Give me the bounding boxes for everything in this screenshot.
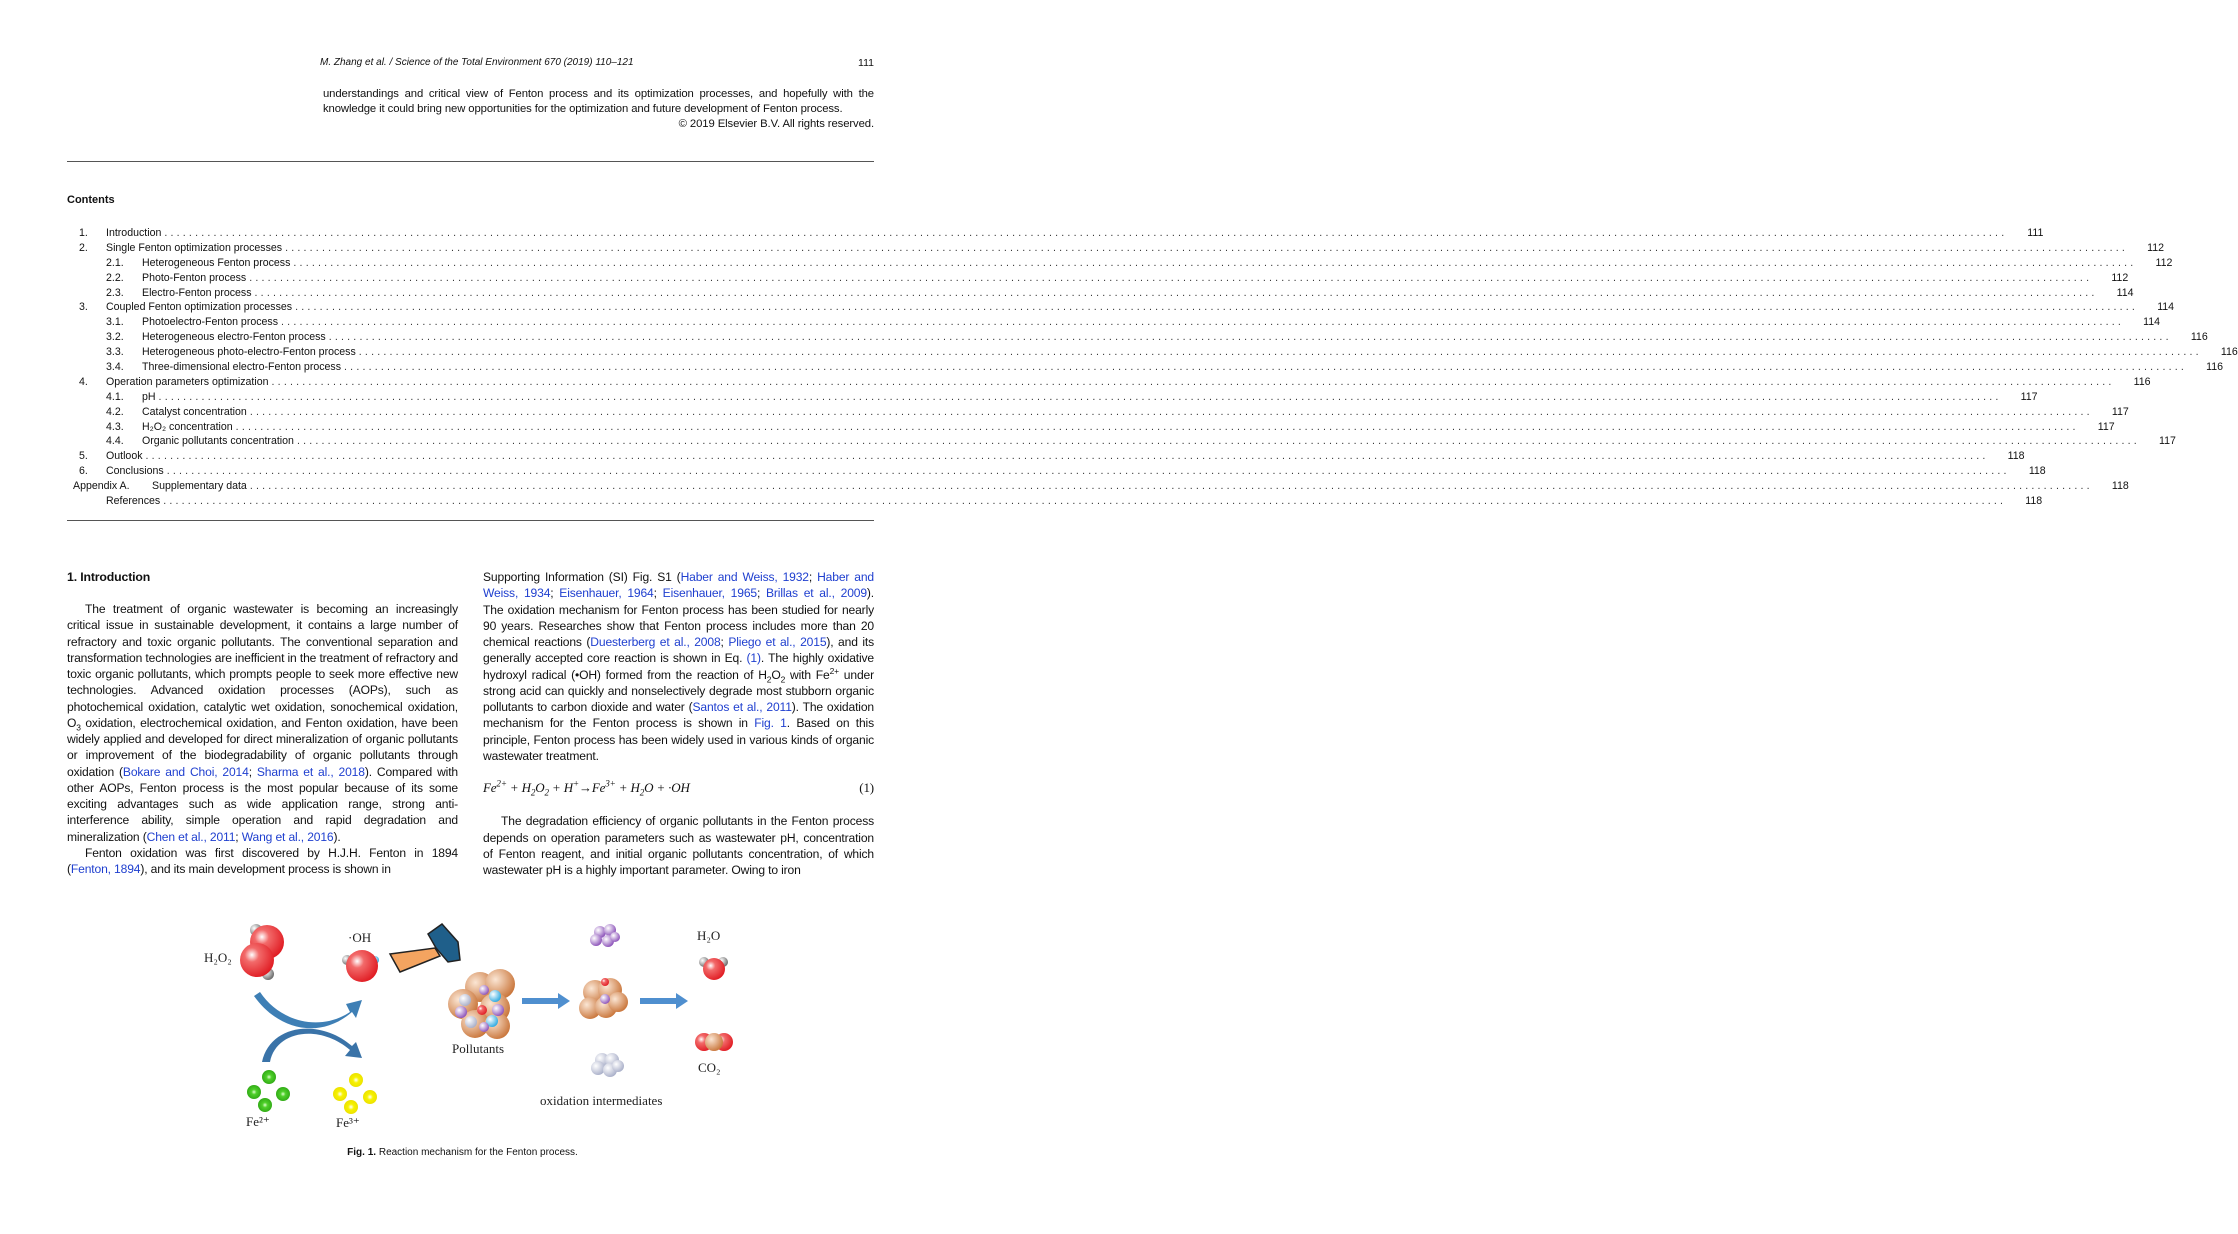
toc-page: 114 <box>2138 300 2174 315</box>
figure-caption <box>0 1147 925 1158</box>
toc-item[interactable] <box>67 420 2115 435</box>
paragraph <box>483 569 874 764</box>
text-run: ), and its main development process is shown in <box>140 862 391 876</box>
toc-leader: ............................................................................................................................................................................................................................................................................................................ <box>249 405 2093 418</box>
text-run: . The highly oxidative hydroxyl radical (•OH) formed from the reaction of H <box>483 651 874 682</box>
arrow-right-icon <box>522 993 570 1009</box>
arrow-right-icon <box>640 993 688 1009</box>
text-run: Fenton oxidation was first discovered by H.J.H. Fenton in 1894 ( <box>67 845 458 876</box>
citation-link[interactable]: (1) <box>746 651 761 666</box>
equation-term: 3+ <box>605 778 616 789</box>
text-run: ; <box>720 635 729 649</box>
toc-item[interactable] <box>67 360 2224 375</box>
toc-page: 112 <box>2128 241 2164 256</box>
citation-link[interactable]: Brillas et al., 2009 <box>766 586 867 601</box>
label-co2: CO₂ <box>698 1060 721 1075</box>
toc-number: 3.2. <box>106 331 124 344</box>
toc-page: 111 <box>2007 226 2043 241</box>
citation-link[interactable]: Eisenhauer, 1964 <box>559 586 654 601</box>
text-run: ; <box>248 764 257 779</box>
equation-term: + H <box>506 780 531 795</box>
toc-item[interactable] <box>67 256 2173 271</box>
toc-leader: ............................................................................................................................................................................................................................................................................................................ <box>285 241 2129 254</box>
text-run: ). The oxidation mechanism for Fenton process has been studied for nearly 90 years. Researches show that Fenton process includes more than 20 chemical reactions ( <box>483 586 875 649</box>
abstract-text: understandings and critical view of Fenton process and its optimization processes, and hopefully with the knowledge it could bring new opportunities for the optimization and future development of Fenton process. <box>323 88 874 115</box>
water-molecule-icon <box>699 957 728 980</box>
text-run: ; <box>235 829 242 844</box>
equation-number: (1) <box>859 780 874 795</box>
left-column <box>67 569 458 877</box>
toc-item[interactable] <box>67 300 2175 315</box>
citation-link[interactable]: Fig. 1 <box>754 716 787 731</box>
toc-item[interactable] <box>67 375 2151 390</box>
running-head: M. Zhang et al. / Science of the Total Environment 670 (2019) 110–121 <box>320 57 634 68</box>
co2-molecule-icon <box>695 1033 733 1051</box>
equation-term: + <box>573 778 579 789</box>
toc-number: 2. <box>79 241 88 254</box>
toc-number: 2.1. <box>106 256 124 269</box>
text-run: O <box>771 667 781 682</box>
equation-1 <box>483 780 874 796</box>
label-intermediates: oxidation intermediates <box>540 1093 663 1108</box>
citation-link[interactable]: Fenton, 1894 <box>70 862 141 876</box>
pollutants-cluster-icon <box>448 969 515 1039</box>
toc-leader: ............................................................................................................................................................................................................................................................................................................ <box>163 495 2007 508</box>
toc-label[interactable]: Heterogeneous electro-Fenton process <box>142 330 329 345</box>
toc-item[interactable] <box>67 464 2046 479</box>
text-run: ). The oxidation mechanism for the Fenton process is shown in <box>483 700 874 731</box>
toc-label[interactable]: Heterogeneous Fenton process <box>142 256 293 271</box>
toc-page: 118 <box>1989 449 2025 464</box>
table-of-contents <box>67 226 2238 509</box>
toc-number: 2.3. <box>106 286 124 299</box>
equation-term: O <box>535 780 545 795</box>
text-run: 3 <box>76 722 81 733</box>
hammer-icon <box>390 924 460 972</box>
toc-number <box>67 494 106 509</box>
toc-number: 3.1. <box>106 316 124 329</box>
citation-link[interactable]: Duesterberg et al., 2008 <box>590 635 721 649</box>
toc-page: 118 <box>2093 479 2129 494</box>
toc-item[interactable] <box>67 315 2161 330</box>
toc-leader: ............................................................................................................................................................................................................................................................................................................ <box>344 361 2188 374</box>
intermediate-purple-icon <box>590 924 620 947</box>
citation-link[interactable]: Sharma et al., 2018 <box>256 764 365 779</box>
citation-link[interactable]: Santos et al., 2011 <box>692 700 792 714</box>
text-run: 2 <box>780 673 786 684</box>
contents-title: Contents <box>67 194 115 206</box>
toc-leader: ............................................................................................................................................................................................................................................................................................................ <box>358 346 2202 359</box>
citation-link[interactable]: Eisenhauer, 1965 <box>662 586 757 601</box>
text-run: ). Compared with other AOPs, Fenton process is the most popular because of its some exciting advantages such as wide application range, strong anti-interference ability, simple operation and rapid degradation and mineralization ( <box>67 764 458 844</box>
toc-leader: ............................................................................................................................................................................................................................................................................................................ <box>145 450 1989 463</box>
toc-label[interactable]: Single Fenton optimization processes <box>106 241 285 256</box>
toc-number: 5. <box>79 450 88 463</box>
toc-number: 2.2. <box>106 271 124 284</box>
equation-term: + H <box>548 780 573 795</box>
toc-label[interactable]: pH <box>142 390 159 405</box>
toc-label[interactable]: H₂O₂ concentration <box>142 420 236 435</box>
toc-leader: ............................................................................................................................................................................................................................................................................................................ <box>166 465 2010 478</box>
toc-page: 112 <box>2092 271 2128 286</box>
text-run: ; <box>757 586 767 601</box>
toc-page: 118 <box>2010 464 2046 479</box>
text-run: Supporting Information (SI) Fig. S1 ( <box>483 570 681 584</box>
paragraph <box>67 845 458 878</box>
toc-item[interactable] <box>67 479 2129 494</box>
citation-link[interactable]: Pliego et al., 2015 <box>728 635 827 649</box>
toc-label[interactable]: Conclusions <box>106 464 167 479</box>
toc-leader: ............................................................................................................................................................................................................................................................................................................ <box>293 256 2137 269</box>
paragraph <box>483 813 874 878</box>
toc-item[interactable] <box>67 241 2165 256</box>
toc-item[interactable] <box>67 405 2129 420</box>
text-run: ; <box>808 570 818 584</box>
toc-item[interactable] <box>67 449 2025 464</box>
fe3-ions-icon <box>333 1073 377 1114</box>
toc-leader: ............................................................................................................................................................................................................................................................................................................ <box>254 286 2098 299</box>
toc-leader: ............................................................................................................................................................................................................................................................................................................ <box>296 435 2140 448</box>
toc-leader: ............................................................................................................................................................................................................................................................................................................ <box>235 420 2079 433</box>
toc-leader: ............................................................................................................................................................................................................................................................................................................ <box>249 480 2093 493</box>
toc-label[interactable]: Outlook <box>106 449 146 464</box>
divider <box>67 161 874 162</box>
equation-term: 2 <box>544 787 549 798</box>
citation-link[interactable]: Bokare and Choi, 2014 <box>122 764 249 779</box>
equation-term: 2 <box>639 787 645 798</box>
paragraph <box>67 601 458 845</box>
toc-label[interactable]: Photoelectro-Fenton process <box>142 315 281 330</box>
toc-page: 117 <box>2140 434 2176 449</box>
toc-page: 117 <box>2002 390 2038 405</box>
citation-link[interactable]: Chen et al., 2011 <box>146 829 236 844</box>
citation-link[interactable]: Haber and Weiss, 1934 <box>483 570 874 601</box>
toc-number: 6. <box>79 465 88 478</box>
toc-label[interactable]: Heterogeneous photo-electro-Fenton process <box>142 345 359 360</box>
toc-item[interactable] <box>67 271 2129 286</box>
toc-label[interactable]: Operation parameters optimization <box>106 375 272 390</box>
text-run: . Based on this principle, Fenton process has been widely used in various kinds of organic wastewater treatment. <box>483 716 874 763</box>
label-pollutants: Pollutants <box>452 1041 505 1056</box>
toc-page: 116 <box>2187 360 2223 375</box>
copyright: © 2019 Elsevier B.V. All rights reserved. <box>678 118 874 130</box>
label-h2o2: H₂O₂ <box>204 950 232 965</box>
equation-term: 2 <box>530 787 536 798</box>
toc-leader: ............................................................................................................................................................................................................................................................................................................ <box>281 316 2125 329</box>
toc-page: 116 <box>2202 345 2238 360</box>
toc-number: 4.1. <box>106 390 124 403</box>
section-heading: 1. Introduction <box>67 570 151 584</box>
toc-number: 1. <box>79 227 88 239</box>
toc-page: 114 <box>2124 315 2160 330</box>
text-run: The treatment of organic wastewater is becoming an increasingly critical issue in sustainable development, it contains a large number of refractory and toxic organic pollutants. The conventional separation and transformation technologies are inefficient in the treatment of refractory and toxic organic pollutants, which prompts people to seek more effective new technologies. Advanced oxidation processes (AOPs), such as photochemical oxidation, catalytic wet oxidation, sonochemical oxidation, O <box>67 602 458 730</box>
toc-item[interactable] <box>67 330 2208 345</box>
divider <box>67 520 874 521</box>
toc-label[interactable]: Supplementary data <box>152 479 250 494</box>
intermediate-white-icon <box>591 1053 624 1077</box>
caption-text: Reaction mechanism for the Fenton process. <box>376 1147 578 1158</box>
toc-number: 3.4. <box>106 361 124 374</box>
hydroxyl-radical-icon <box>342 950 379 982</box>
right-column <box>483 569 874 878</box>
toc-page: 117 <box>2093 405 2129 420</box>
figure-1 <box>190 912 735 1142</box>
toc-leader: ............................................................................................................................................................................................................................................................................................................ <box>328 331 2172 344</box>
citation-link[interactable]: Wang et al., 2016 <box>241 829 334 844</box>
toc-label[interactable]: Organic pollutants concentration <box>142 434 297 449</box>
citation-link[interactable]: Haber and Weiss, 1932 <box>680 570 809 584</box>
label-fe3: Fe³⁺ <box>336 1115 360 1130</box>
text-run: oxidation, electrochemical oxidation, and Fenton oxidation, have been widely applied and developed for direct mineralization of organic pollutants or improvement of the biodegradability of organic pollutants through oxidation ( <box>67 715 458 779</box>
toc-item[interactable] <box>67 345 2238 360</box>
toc-leader: ............................................................................................................................................................................................................................................................................................................ <box>249 271 2093 284</box>
toc-page: 117 <box>2079 420 2115 435</box>
fe2-ions-icon <box>247 1070 290 1112</box>
equation-body <box>483 780 690 796</box>
label-h2o: H₂O <box>697 928 721 943</box>
text-run: ). <box>333 829 341 844</box>
text-run: ; <box>653 586 663 601</box>
toc-item[interactable] <box>67 286 2134 301</box>
toc-leader: ............................................................................................................................................................................................................................................................................................................ <box>158 390 2002 403</box>
text-run: 2+ <box>829 665 839 676</box>
page-number: 111 <box>858 57 874 69</box>
toc-number: 4. <box>79 375 88 388</box>
toc-number: 4.3. <box>106 420 124 433</box>
text-run: ), and its generally accepted core reaction is shown in Eq. <box>483 635 874 666</box>
abstract-tail <box>323 87 874 132</box>
toc-label[interactable]: Introduction <box>106 226 164 241</box>
toc-label[interactable]: References <box>106 494 163 509</box>
toc-number: 3. <box>79 301 88 314</box>
text-run: under strong acid can quickly and nonselectively degrade most stubborn organic pollutants to carbon dioxide and water ( <box>483 667 874 714</box>
text-run: ; <box>550 586 560 601</box>
label-fe2: Fe²⁺ <box>246 1114 270 1129</box>
equation-term: Fe <box>483 780 497 795</box>
equation-term: →Fe <box>579 780 606 795</box>
toc-page: 116 <box>2115 375 2151 390</box>
equation-term: 2+ <box>496 778 507 789</box>
text-run: 2 <box>766 673 772 684</box>
toc-label[interactable]: Coupled Fenton optimization processes <box>106 300 295 315</box>
toc-label[interactable]: Electro-Fenton process <box>142 286 255 301</box>
toc-item[interactable] <box>67 226 2044 241</box>
toc-leader: ............................................................................................................................................................................................................................................................................................................ <box>164 227 2008 239</box>
toc-number: Appendix A. <box>73 480 130 493</box>
toc-page: 118 <box>2006 494 2042 509</box>
caption-label: Fig. 1. <box>347 1147 377 1158</box>
cycle-arrows-icon <box>254 992 362 1062</box>
toc-item[interactable] <box>67 494 2043 509</box>
toc-leader: ............................................................................................................................................................................................................................................................................................................ <box>295 301 2139 314</box>
toc-page: 114 <box>2098 286 2134 301</box>
toc-label[interactable]: Catalyst concentration <box>142 405 250 420</box>
text-run: The degradation efficiency of organic pollutants in the Fenton process depends on operation parameters such as wastewater pH, concentration of Fenton reagent, and initial organic pollutants concentration, of which wastewater pH is a highly important parameter. Owing to iron <box>483 814 874 877</box>
toc-number: 3.3. <box>106 346 124 359</box>
toc-label[interactable]: Three-dimensional electro-Fenton process <box>142 360 344 375</box>
toc-leader: ............................................................................................................................................................................................................................................................................................................ <box>271 375 2115 388</box>
text-run: with Fe <box>785 667 830 682</box>
toc-page: 112 <box>2136 256 2172 271</box>
toc-item[interactable] <box>67 434 2176 449</box>
toc-number: 4.4. <box>106 435 124 448</box>
h2o2-molecule-icon <box>240 924 284 980</box>
toc-label[interactable]: Photo-Fenton process <box>142 271 249 286</box>
intermediate-cluster-icon <box>579 978 628 1019</box>
equation-term: O + ·OH <box>644 780 690 795</box>
toc-number: 4.2. <box>106 405 124 418</box>
equation-term: + H <box>615 780 640 795</box>
toc-page: 116 <box>2172 330 2208 345</box>
toc-item[interactable] <box>67 390 2038 405</box>
label-oh: ·OH <box>348 930 372 945</box>
